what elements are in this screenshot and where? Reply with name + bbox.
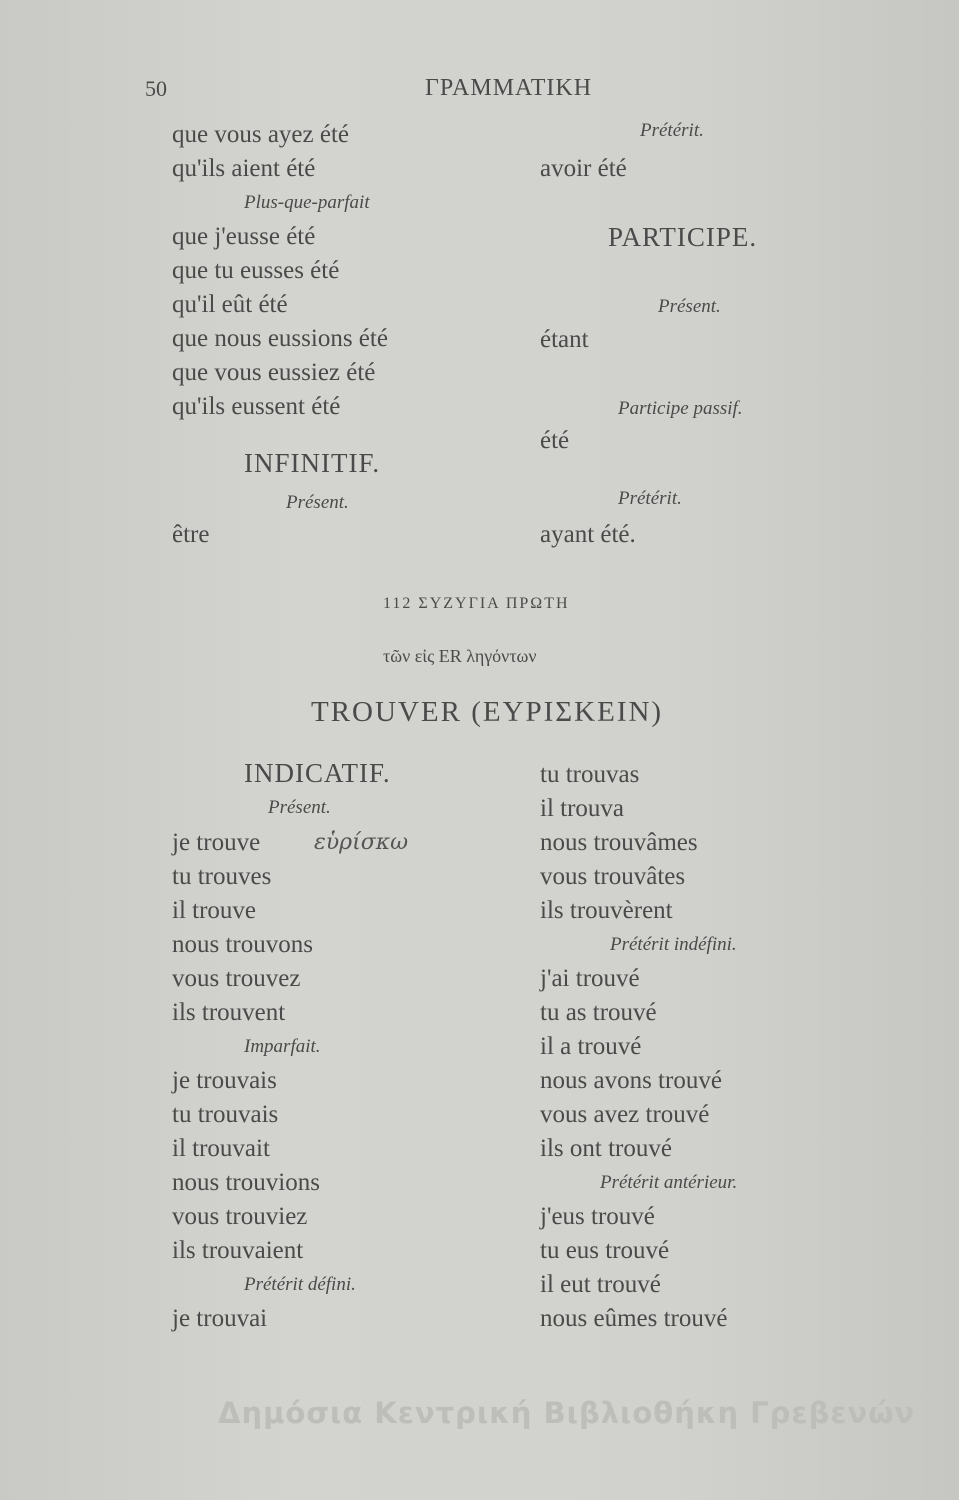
conjugation-line: ils trouvèrent <box>540 897 673 924</box>
tense-label-preterit: Prétérit. <box>618 488 682 509</box>
text-line: que vous ayez été <box>172 121 350 148</box>
tense-label-preterit-defini: Prétérit défini. <box>244 1274 356 1295</box>
text-line: qu'ils eussent été <box>172 393 341 420</box>
text-line: que nous eussions été <box>172 325 388 352</box>
text-line: qu'il eût été <box>172 291 288 318</box>
conjugation-line: nous trouvions <box>172 1169 320 1196</box>
conjugation-line: tu trouves <box>172 863 272 890</box>
conjugation-line: tu eus trouvé <box>540 1237 670 1264</box>
conjugation-line: je trouve <box>172 829 261 856</box>
page-number: 50 <box>145 76 167 101</box>
present-conjugation <box>172 826 356 1336</box>
conjugation-line: il trouve <box>172 897 257 924</box>
tense-label-present: Présent. <box>286 492 349 513</box>
conjugation-line: ils trouvaient <box>172 1237 304 1264</box>
tense-label-participe-passif: Participe passif. <box>618 398 743 419</box>
participe-passif: été <box>540 427 570 454</box>
text-line: que j'eusse été <box>172 223 316 250</box>
conjugation-line: vous trouvez <box>172 965 301 992</box>
indicatif-heading: INDICATIF. <box>244 758 391 788</box>
infinitif-present: être <box>172 521 210 548</box>
tense-label-imparfait: Imparfait. <box>244 1036 321 1057</box>
conjugation-line: tu trouvais <box>172 1101 279 1128</box>
library-watermark: Δημόσια Κεντρική Βιβλιοθήκη Γρεβενών <box>218 1396 916 1430</box>
conjugation-line: il a trouvé <box>540 1033 642 1060</box>
text-line: que vous eussiez été <box>172 359 376 386</box>
conjugation-line: je trouvai <box>172 1305 268 1332</box>
conjugation-line: vous trouviez <box>172 1203 308 1230</box>
conjugation-line: tu trouvas <box>540 761 640 788</box>
participe-preterit: ayant été. <box>540 521 636 548</box>
text-line: que tu eusses été <box>172 257 340 284</box>
participe-present: étant <box>540 326 589 353</box>
text-line: qu'ils aient été <box>172 155 316 182</box>
verb-title: TROUVER (ΕΥΡΙΣΚΕΙΝ) <box>311 696 664 728</box>
tense-label-preterit: Prétérit. <box>640 120 704 141</box>
conjugation-heading: 112 ΣΥΖΥΓΙΑ ΠΡΩΤΗ <box>383 595 570 612</box>
preterit-conjugation <box>540 758 737 1336</box>
conjugation-line: il trouvait <box>172 1135 270 1162</box>
tense-label-present: Présent. <box>268 797 331 818</box>
conjugation-line: nous avons trouvé <box>540 1067 722 1094</box>
conjugation-line: nous trouvâmes <box>540 829 698 856</box>
conjugation-line: nous trouvons <box>172 931 313 958</box>
conjugation-line: vous trouvâtes <box>540 863 686 890</box>
handwritten-annotation: εὑρίσκω <box>314 830 409 855</box>
conjugation-line: j'ai trouvé <box>540 965 640 992</box>
conjugation-line: je trouvais <box>172 1067 277 1094</box>
tense-label-preterit-indefini: Prétérit indéfini. <box>610 934 737 955</box>
conjugation-line: ils trouvent <box>172 999 286 1026</box>
tense-label-plusqueparfait: Plus-que-parfait <box>244 192 370 213</box>
subjonctif-continuation <box>172 118 388 424</box>
conjugation-line: il trouva <box>540 795 625 822</box>
conjugation-line: j'eus trouvé <box>540 1203 655 1230</box>
page-title: ΓΡΑΜΜΑΤΙΚΗ <box>425 75 593 101</box>
tense-label-present: Présent. <box>658 296 721 317</box>
participe-heading: PARTICIPE. <box>608 222 758 252</box>
infinitif-heading: INFINITIF. <box>244 448 381 478</box>
conjugation-line: nous eûmes trouvé <box>540 1305 728 1332</box>
conjugation-line: vous avez trouvé <box>540 1101 710 1128</box>
tense-label-preterit-anterieur: Prétérit antérieur. <box>600 1172 738 1193</box>
conjugation-line: tu as trouvé <box>540 999 657 1026</box>
conjugation-line: il eut trouvé <box>540 1271 661 1298</box>
infinitif-preterit: avoir été <box>540 155 627 182</box>
conjugation-line: ils ont trouvé <box>540 1135 672 1162</box>
conjugation-subtitle: τῶν εἰς ER ληγόντων <box>383 646 537 666</box>
